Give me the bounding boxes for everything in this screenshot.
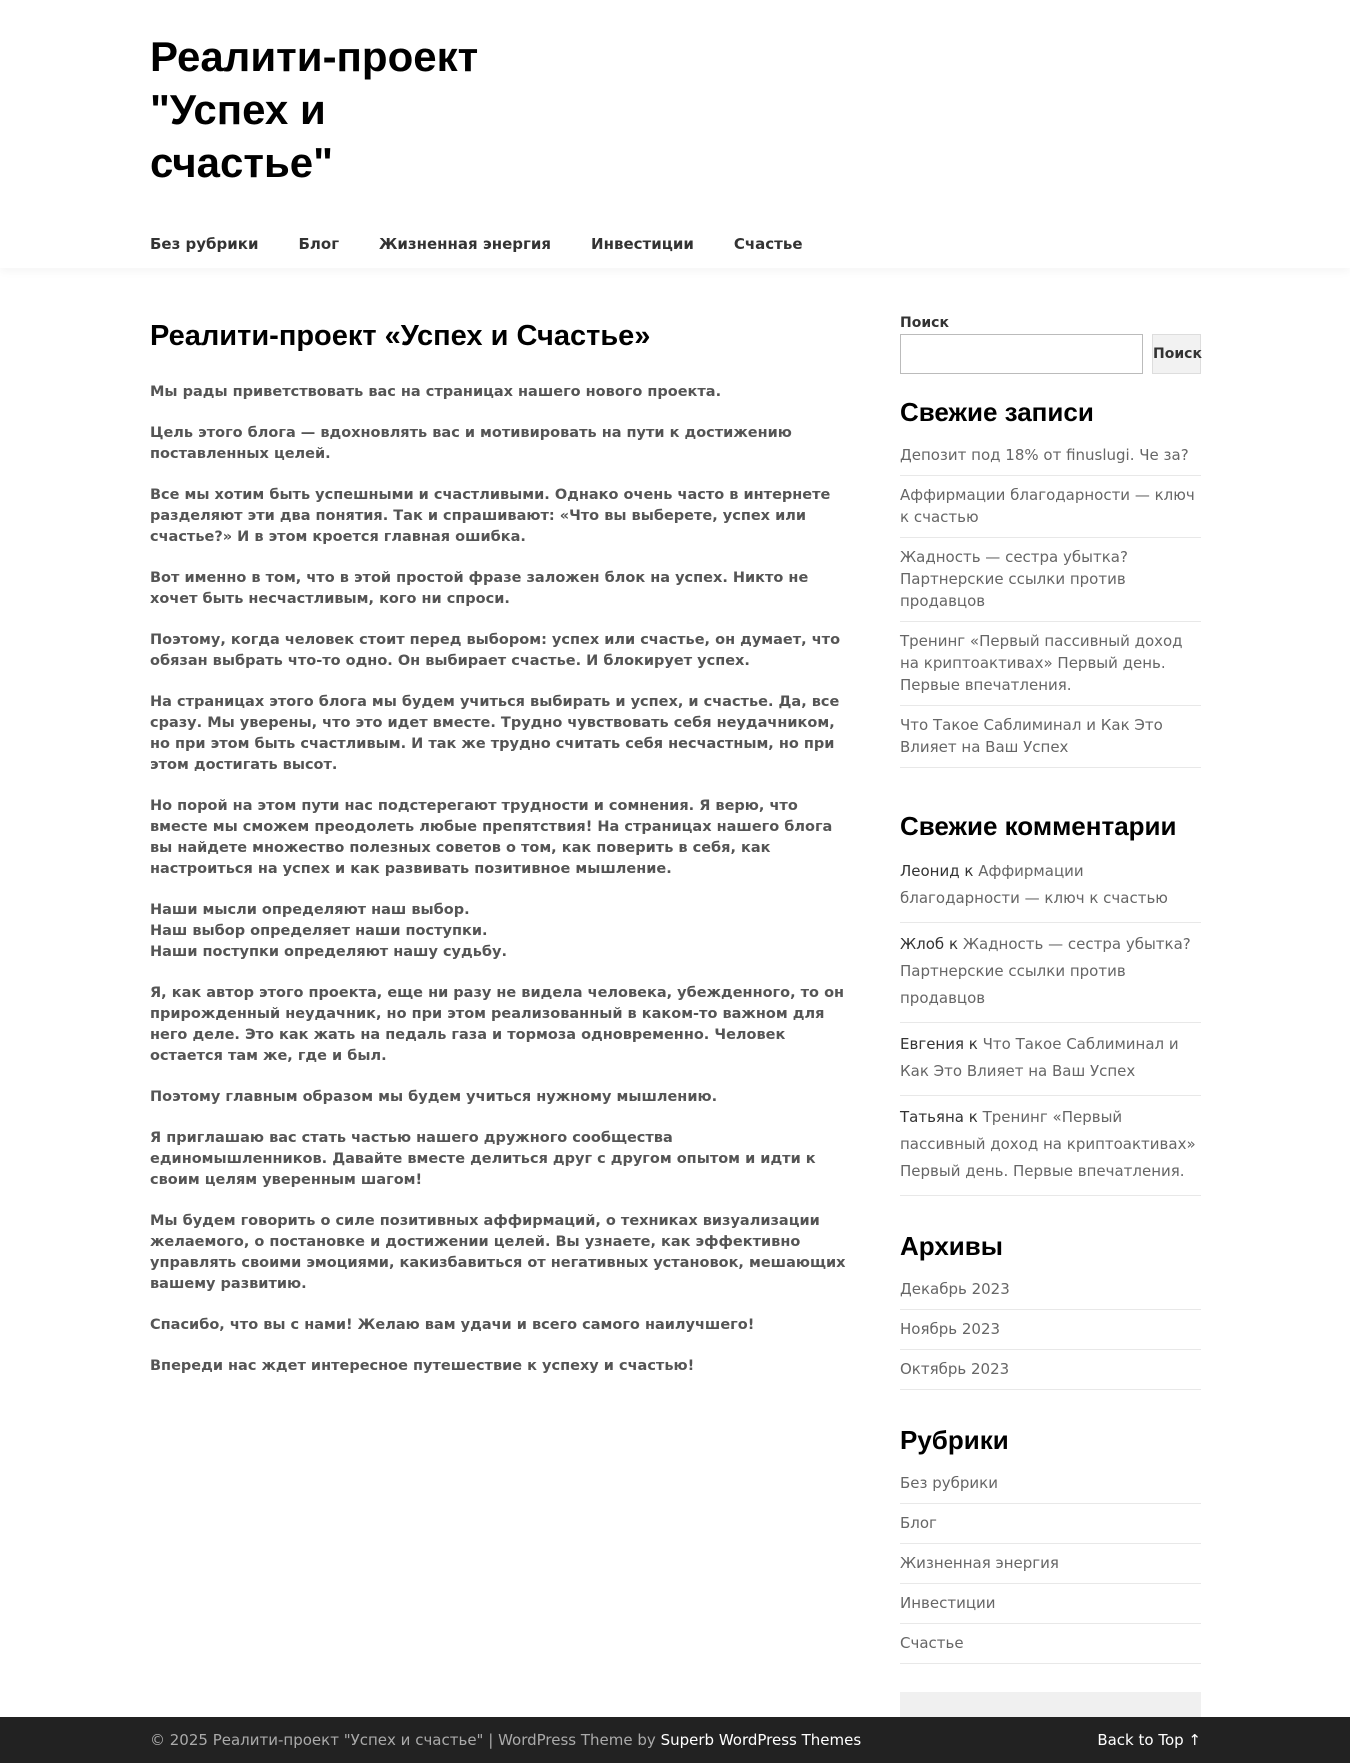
footer-theme-text: WordPress Theme by	[498, 1731, 656, 1749]
category-link[interactable]: Инвестиции	[900, 1584, 1201, 1624]
paragraph: Спасибо, что вы с нами! Желаю вам удачи и всего самого наилучшего!	[150, 1317, 755, 1333]
main-content	[150, 318, 850, 1397]
search-form	[900, 334, 1201, 374]
footer-theme-link[interactable]: Superb WordPress Themes	[660, 1731, 862, 1749]
footer-divider: |	[488, 1731, 494, 1749]
comment-item	[900, 1096, 1201, 1196]
comment-post-link[interactable]: Что Такое Саблиминал и Как Это Влияет на Ваш Успех	[900, 1035, 1179, 1080]
categories-title: Рубрики	[900, 1425, 1009, 1455]
recent-comments-title: Свежие комментарии	[900, 811, 1177, 841]
recent-post-link[interactable]: Тренинг «Первый пассивный доход на криптоактивах» Первый день. Первые впечатления.	[900, 622, 1201, 706]
paragraph: Я, как автор этого проекта, еще ни разу не видела человека, убежденного, то он прирожденный неудачник, но при этом реализованный в каком-то важном для него деле. Это как жать на педаль газа и тормоза одновременно. Человек остается там же, где и был.	[150, 985, 845, 1064]
search-widget	[900, 314, 1201, 374]
category-link[interactable]: Жизненная энергия	[900, 1544, 1201, 1584]
comment-author: Татьяна	[900, 1108, 964, 1126]
recent-posts-widget	[900, 396, 1201, 768]
search-button[interactable]: Поиск	[1152, 334, 1201, 374]
sidebar	[900, 314, 1201, 1741]
comment-author: Евгения	[900, 1035, 965, 1053]
search-input[interactable]	[900, 334, 1143, 374]
nav-item-zhiznennaya-energiya[interactable]: Жизненная энергия	[379, 235, 552, 253]
recent-comments-widget	[900, 810, 1201, 1196]
paragraph: Все мы хотим быть успешными и счастливыми. Однако очень часто в интернете разделяют эти два понятия. Так и спрашивают: «Что вы выберете, успех или счастье?» И в этом кроется главная ошибка.	[150, 487, 831, 545]
recent-post-link[interactable]: Жадность — сестра убытка? Партнерские ссылки против продавцов	[900, 538, 1201, 622]
site-footer	[0, 1717, 1350, 1763]
paragraph: Поэтому, когда человек стоит перед выбором: успех или счастье, он думает, что обязан выбрать что-то одно. Он выбирает счастье. И блокирует успех.	[150, 632, 841, 669]
paragraph: Мы рады приветствовать вас на страницах нашего нового проекта.	[150, 384, 722, 400]
footer-credits	[150, 1730, 861, 1750]
recent-post-link[interactable]: Депозит под 18% от finuslugi. Че за?	[900, 436, 1201, 476]
archive-link[interactable]: Октябрь 2023	[900, 1350, 1201, 1390]
page-title: Реалити-проект «Успех и Счастье»	[150, 320, 651, 352]
paragraph: Мы будем говорить о силе позитивных аффирмаций, о техниках визуализации желаемого, о постановке и достижении целей. Вы узнаете, как эффективно управлять своими эмоциями, какизбавиться от негативных установок, мешающих вашему развитию.	[150, 1213, 846, 1292]
paragraph: Вот именно в том, что в этой простой фразе заложен блок на успех. Никто не хочет быть несчастливым, кого ни спроси.	[150, 570, 809, 607]
archive-link[interactable]: Декабрь 2023	[900, 1270, 1201, 1310]
category-link[interactable]: Счастье	[900, 1624, 1201, 1664]
paragraph: Впереди нас ждет интересное путешествие к успеху и счастью!	[150, 1358, 695, 1374]
archives-title: Архивы	[900, 1231, 1003, 1261]
comment-author: Жлоб	[900, 935, 945, 953]
entry-content	[150, 382, 850, 1377]
site-title[interactable]: Реалити-проект "Успех и счастье"	[150, 33, 479, 186]
nav-item-investicii[interactable]: Инвестиции	[591, 235, 694, 253]
footer-copyright: © 2025 Реалити-проект "Успех и счастье"	[150, 1731, 484, 1749]
recent-post-link[interactable]: Аффирмации благодарности — ключ к счастью	[900, 476, 1201, 538]
paragraph: Поэтому главным образом мы будем учиться нужному мышлению.	[150, 1089, 718, 1105]
recent-posts-title: Свежие записи	[900, 397, 1094, 427]
main-nav	[150, 234, 843, 254]
comment-post-link[interactable]: Тренинг «Первый пассивный доход на криптоактивах» Первый день. Первые впечатления.	[900, 1108, 1196, 1180]
nav-item-schastye[interactable]: Счастье	[733, 235, 803, 253]
archives-widget	[900, 1230, 1201, 1390]
back-to-top-link[interactable]: Back to Top ↑	[1097, 1731, 1201, 1749]
comment-separator: к	[968, 1108, 978, 1126]
categories-widget	[900, 1424, 1201, 1664]
site-header	[0, 0, 1350, 268]
comment-separator: к	[968, 1035, 978, 1053]
search-label: Поиск	[900, 315, 949, 331]
category-link[interactable]: Без рубрики	[900, 1464, 1201, 1504]
paragraph: Я приглашаю вас стать частью нашего дружного сообщества единомышленников. Давайте вместе делиться друг с другом опытом и идти к своим целям уверенным шагом!	[150, 1130, 816, 1188]
comment-separator: к	[948, 935, 959, 953]
paragraph: Но порой на этом пути нас подстерегают трудности и сомнения. Я верю, что вместе мы сможем преодолеть любые препятствия! На страницах нашего блога вы найдете множество полезных советов о том, как поверить в себя, как настроиться на успех и как развивать позитивное мышление.	[150, 798, 833, 877]
comment-author: Леонид	[900, 862, 960, 880]
comment-item	[900, 923, 1201, 1023]
paragraph: На страницах этого блога мы будем учиться выбирать и успех, и счастье. Да, все сразу. Мы уверены, что это идет вместе. Трудно чувствовать себя неудачником, но при этом быть счастливым. И так же трудно считать себя несчастным, но при этом достигать высот.	[150, 694, 840, 773]
comment-separator: к	[964, 862, 974, 880]
category-link[interactable]: Блог	[900, 1504, 1201, 1544]
comment-item	[900, 1023, 1201, 1096]
comment-post-link[interactable]: Жадность — сестра убытка? Партнерские ссылки против продавцов	[900, 935, 1191, 1007]
comment-post-link[interactable]: Аффирмации благодарности — ключ к счастью	[900, 862, 1168, 907]
comment-item	[900, 850, 1201, 923]
archive-link[interactable]: Ноябрь 2023	[900, 1310, 1201, 1350]
paragraph: Наши мысли определяют наш выбор. Наш выбор определяет наши поступки. Наши поступки определяют нашу судьбу.	[150, 902, 507, 960]
recent-post-link[interactable]: Что Такое Саблиминал и Как Это Влияет на Ваш Успех	[900, 706, 1201, 768]
paragraph: Цель этого блога — вдохновлять вас и мотивировать на пути к достижению поставленных целей.	[150, 425, 792, 462]
nav-item-blog[interactable]: Блог	[298, 235, 340, 253]
nav-item-bez-rubriki[interactable]: Без рубрики	[150, 235, 259, 253]
